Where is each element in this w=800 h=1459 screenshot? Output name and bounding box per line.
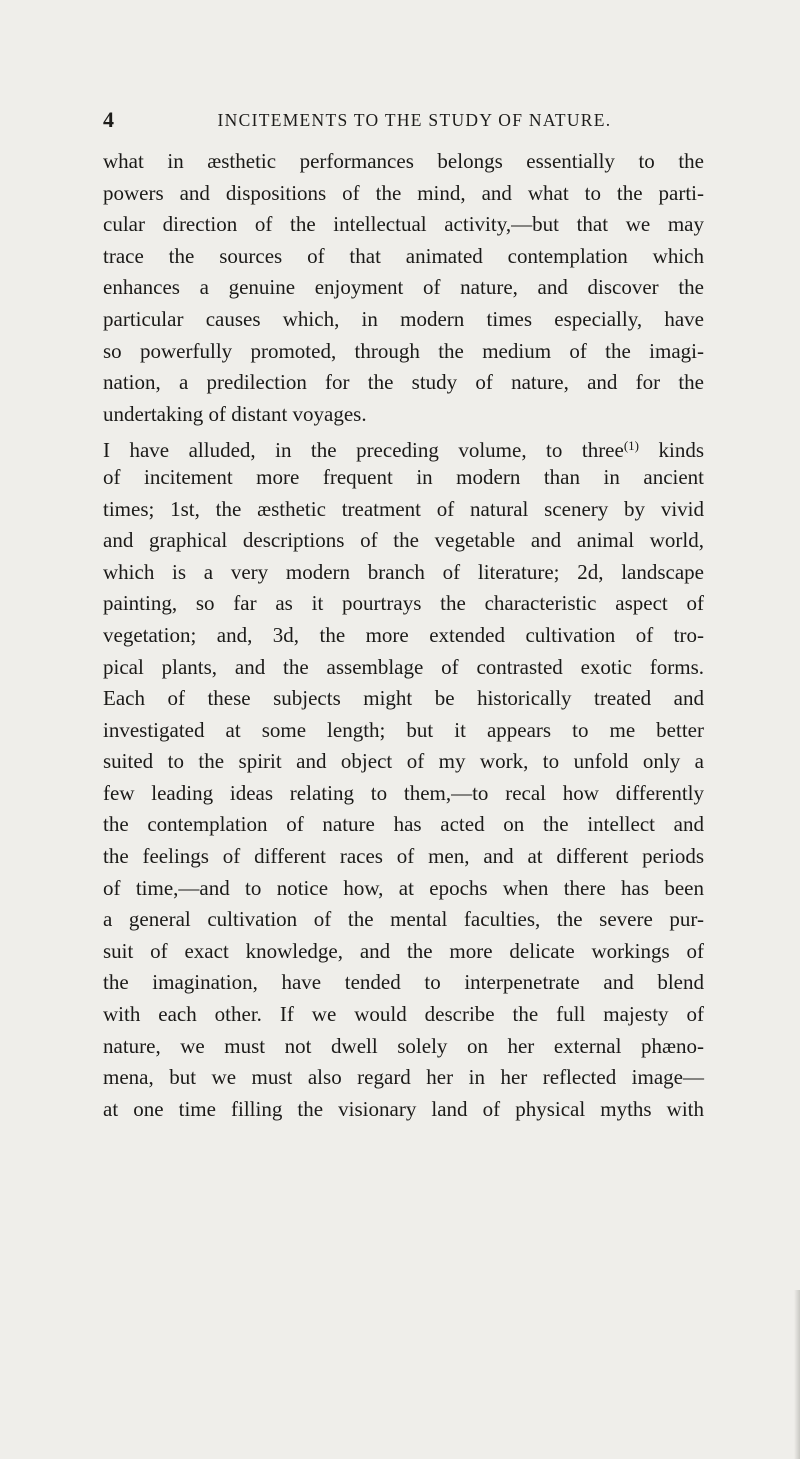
text-segment: kinds (658, 438, 704, 463)
text-line-with-footnote (103, 430, 704, 462)
text-line: of time,—and to notice how, at epochs when there has been (103, 875, 704, 900)
footnote-reference: (1) (623, 438, 639, 454)
text-line: with each other. If we would describe the full majesty of (103, 1002, 704, 1027)
text-line: vegetation; and, 3d, the more extended cultivation of tro- (103, 622, 704, 647)
text-line: Each of these subjects might be historically treated and (103, 686, 704, 711)
text-line: mena, but we must also regard her in her reflected image— (103, 1065, 704, 1090)
text-line: cular direction of the intellectual activity,—but that we may (103, 212, 704, 237)
body-text (103, 146, 704, 1125)
text-line: suited to the spirit and object of my work, to unfold only a (103, 749, 704, 774)
text-line: and graphical descriptions of the vegetable and animal world, (103, 528, 704, 553)
text-line: the feelings of different races of men, and at different periods (103, 844, 704, 869)
text-line: undertaking of distant voyages. (103, 401, 367, 426)
text-line: pical plants, and the assemblage of contrasted exotic forms. (103, 654, 704, 679)
text-line: which is a very modern branch of literature; 2d, landscape (103, 559, 704, 584)
page-number: 4 (103, 107, 114, 132)
text-segment: I have alluded, in the preceding volume, to three (103, 438, 624, 463)
text-line: nation, a predilection for the study of nature, and for the (103, 370, 704, 395)
text-line: trace the sources of that animated contemplation which (103, 243, 704, 268)
running-head (103, 107, 704, 133)
text-line: times; 1st, the æsthetic treatment of natural scenery by vivid (103, 496, 704, 521)
text-line: investigated at some length; but it appears to me better (103, 717, 704, 742)
text-line: what in æsthetic performances belongs essentially to the (103, 149, 704, 173)
text-line: suit of exact knowledge, and the more delicate workings of (103, 938, 704, 963)
running-title: INCITEMENTS TO THE STUDY OF NATURE. (217, 110, 612, 130)
text-line: nature, we must not dwell solely on her external phæno- (103, 1033, 704, 1058)
text-line: at one time filling the visionary land of physical myths with (103, 1096, 704, 1121)
text-line: the imagination, have tended to interpenetrate and blend (103, 970, 704, 995)
text-line: particular causes which, in modern times especially, have (103, 306, 704, 331)
text-line: the contemplation of nature has acted on the intellect and (103, 812, 704, 837)
page-edge-shadow (794, 1290, 800, 1459)
text-line: few leading ideas relating to them,—to recal how differently (103, 780, 704, 805)
text-line: a general cultivation of the mental faculties, the severe pur- (103, 907, 704, 932)
text-line: of incitement more frequent in modern than in ancient (103, 464, 704, 489)
text-line: powers and dispositions of the mind, and what to the parti- (103, 180, 704, 205)
text-line: enhances a genuine enjoyment of nature, and discover the (103, 275, 704, 300)
text-line: so powerfully promoted, through the medium of the imagi- (103, 338, 704, 363)
text-line: painting, so far as it pourtrays the characteristic aspect of (103, 591, 704, 616)
